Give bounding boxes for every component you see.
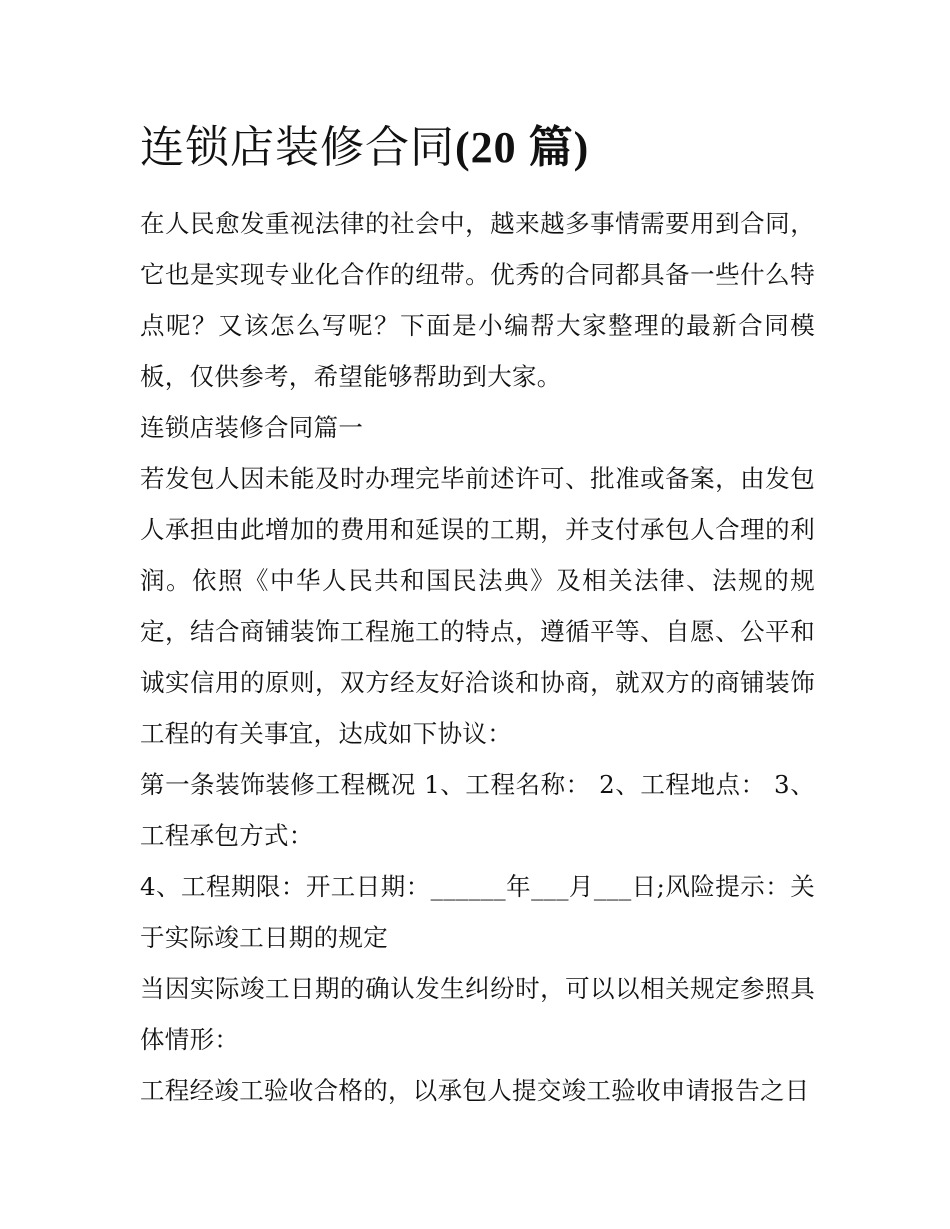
acceptance-paragraph: 工程经竣工验收合格的，以承包人提交竣工验收申请报告之日 <box>140 1076 810 1105</box>
body-paragraph: 若发包人因未能及时办理完毕前述许可、批准或备案，由发包人承担由此增加的费用和延误的工期，并支付承包人合理的利润。依照《中华人民共和国民法典》及相关法律、法规的规定，结合商铺装饰工程施工的特点，遵循平等、自愿、公平和诚实信用的原则，双方经友好洽谈和协商，就双方的商铺装饰工程的有关事宜，达成如下协议： <box>140 464 815 748</box>
title-main-text: 连锁店装修合同 <box>140 122 455 173</box>
intro-paragraph: 在人民愈发重视法律的社会中，越来越多事情需要用到合同，它也是实现专业化合作的纽带。优秀的合同都具备一些什么特点呢？又该怎么写呢？下面是小编帮大家整理的最新合同模板，仅供参考，希望能够帮助到大家。 <box>140 209 815 391</box>
project-period-paragraph: 4、工程期限：开工日期：______年___月___日;风险提示：关于实际竣工日期的规定 <box>140 872 815 952</box>
document-title <box>140 112 815 184</box>
document-body <box>140 112 815 1116</box>
section-heading: 连锁店装修合同篇一 <box>140 413 364 442</box>
title-suffix-text: (20 篇) <box>455 123 590 172</box>
article-one-paragraph: 第一条装饰装修工程概况 1、工程名称： 2、工程地点： 3、工程承包方式： <box>140 770 815 850</box>
dispute-paragraph: 当因实际竣工日期的确认发生纠纷时，可以以相关规定参照具体情形： <box>140 974 815 1054</box>
